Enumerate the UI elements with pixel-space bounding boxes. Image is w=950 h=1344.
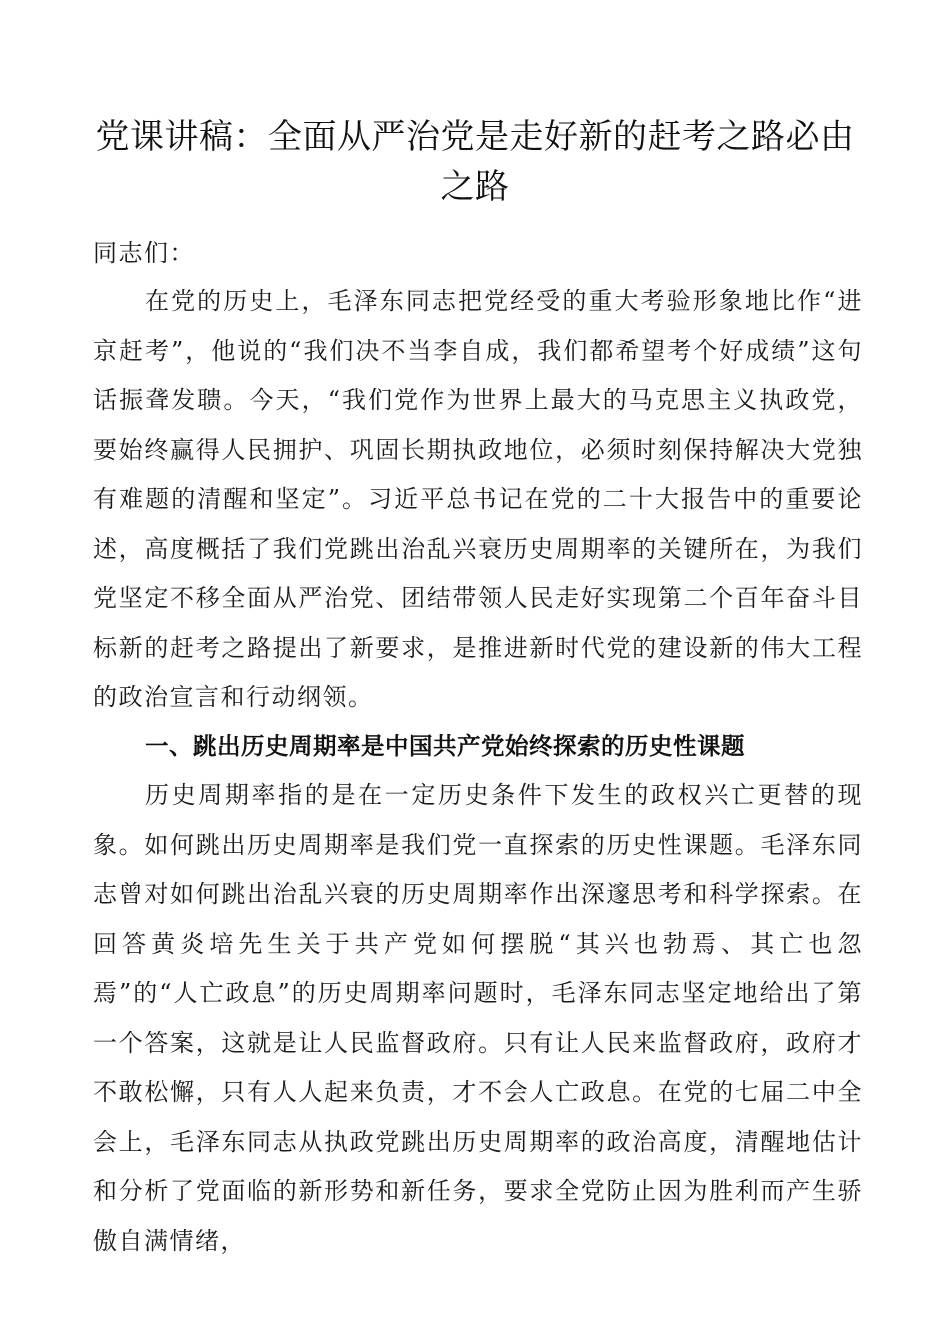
paragraph-intro: 在党的历史上，毛泽东同志把党经受的重大考验形象地比作“进京赶考”，他说的“我们决不当李自成，我们都希望考个好成绩”这句话振聋发聩。今天，“我们党作为世界上最大的马克思主义执政党，要始终赢得人民拥护、巩固长期执政地位，必须时刻保持解决大党独有难题的清醒和坚定”。习近平总书记在党的二十大报告中的重要论述，高度概括了我们党跳出治乱兴衰历史周期率的关键所在，为我们党坚定不移全面从严治党、团结带领人民走好实现第二个百年奋斗目标新的赶考之路提出了新要求，是推进新时代党的建设新的伟大工程的政治宣言和行动纲领。 [93, 287, 863, 711]
document-title: 党课讲稿：全面从严治党是走好新的赶考之路必由之路 [95, 117, 855, 207]
section-heading-1: 一、跳出历史周期率是中国共产党始终探索的历史性课题 [145, 732, 745, 760]
salutation: 同志们： [93, 239, 195, 267]
paragraph-section-1: 历史周期率指的是在一定历史条件下发生的政权兴亡更替的现象。如何跳出历史周期率是我们党一直探索的历史性课题。毛泽东同志曾对如何跳出治乱兴衰的历史周期率作出深邃思考和科学探索。在回答黄炎培先生关于共产党如何摆脱“其兴也勃焉、其亡也忽焉”的“人亡政息”的历史周期率问题时，毛泽东同志坚定地给出了第一个答案，这就是让人民监督政府。只有让人民来监督政府，政府才不敢松懈，只有人人起来负责，才不会人亡政息。在党的七届二中全会上，毛泽东同志从执政党跳出历史周期率的政治高度，清醒地估计和分析了党面临的新形势和新任务，要求全党防止因为胜利而产生骄傲自满情绪， [93, 781, 863, 1255]
